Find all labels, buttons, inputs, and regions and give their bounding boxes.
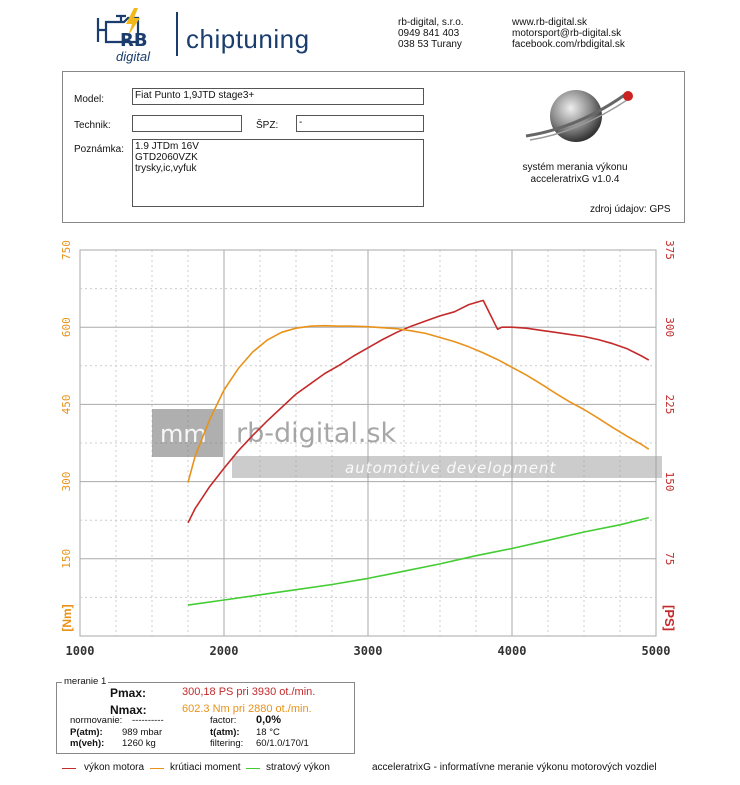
loss-power-curve: [188, 518, 649, 606]
logo-divider: [176, 12, 178, 56]
series: [188, 300, 649, 605]
company-address: 038 53 Turany: [398, 39, 462, 50]
technik-field[interactable]: [132, 115, 242, 132]
logo-brand-bottom: digital: [116, 49, 150, 64]
nmax-label: Nmax:: [110, 703, 147, 717]
spz-label: ŠPZ:: [256, 120, 279, 131]
left-tick-label: 750: [60, 240, 73, 260]
patm-label: P(atm):: [70, 727, 103, 738]
x-tick-label: 4000: [497, 644, 527, 658]
power-curve: [188, 300, 649, 522]
watermark-subtitle: automotive development: [345, 459, 557, 477]
watermark-icon: mm: [160, 420, 207, 448]
factor-value: 0,0%: [256, 714, 282, 726]
mveh-label: m(veh):: [70, 738, 105, 749]
note-field[interactable]: 1.9 JTDm 16V GTD2060VZK trysky,ic,vyfuk: [132, 139, 424, 207]
norm-value: ----------: [132, 715, 164, 726]
company-name: rb-digital, s.r.o.: [398, 17, 464, 28]
x-tick-label: 5000: [641, 644, 671, 658]
legend-loss: stratový výkon: [266, 762, 330, 773]
website-link[interactable]: www.rb-digital.sk: [512, 17, 588, 28]
left-axis-label: [Nm]: [60, 604, 74, 632]
tatm-value: 18 °C: [256, 727, 280, 738]
tatm-label: t(atm):: [210, 727, 240, 738]
right-tick-label: 300: [663, 317, 676, 338]
footer-note: acceleratrixG - informatívne meranie výkonu motorových vozdiel: [372, 762, 657, 773]
pmax-value: 300,18 PS pri 3930 ot./min.: [182, 686, 316, 698]
accelerometer-logo: [518, 82, 638, 152]
logo-brand-top: RB: [120, 30, 148, 51]
system-name: [510, 162, 640, 186]
system-line-2: acceleratrixG v1.0.4: [530, 174, 620, 185]
data-source: zdroj údajov: GPS: [590, 204, 671, 215]
x-tick-label: 2000: [209, 644, 239, 658]
patm-value: 989 mbar: [122, 727, 163, 738]
x-tick-label: 1000: [65, 644, 95, 658]
left-tick-label: 450: [60, 394, 73, 415]
web-info: [512, 17, 625, 50]
left-tick-label: 300: [60, 471, 73, 492]
watermark-title: rb-digital.sk: [236, 418, 397, 449]
model-label: Model:: [74, 94, 105, 105]
right-tick-label: 375: [663, 240, 676, 260]
x-tick-label: 3000: [353, 644, 383, 658]
right-tick-label: 75: [663, 552, 676, 566]
company-info: [398, 17, 464, 50]
email-link[interactable]: motorsport@rb-digital.sk: [512, 28, 622, 39]
factor-label: factor:: [210, 715, 237, 726]
legend-torque: krútiaci moment: [170, 762, 241, 773]
measurement-title: meranie 1: [64, 676, 107, 687]
system-line-1: systém merania výkonu: [522, 162, 628, 173]
technik-label: Technik:: [74, 120, 111, 131]
filter-label: filtering:: [210, 738, 244, 749]
right-tick-label: 150: [663, 471, 676, 492]
nmax-value: 602.3 Nm pri 2880 ot./min.: [182, 703, 312, 715]
legend-swatch-torque: [150, 768, 164, 769]
legend-power: výkon motora: [84, 762, 145, 773]
company-phone: 0949 841 403: [398, 28, 460, 39]
left-tick-label: 600: [60, 317, 73, 338]
model-field[interactable]: Fiat Punto 1,9JTD stage3+: [132, 88, 424, 105]
right-axis-label: [PS]: [662, 605, 677, 631]
mveh-value: 1260 kg: [122, 738, 156, 749]
norm-label: normovanie:: [70, 715, 123, 726]
left-tick-label: 150: [60, 548, 73, 569]
globe-icon: [518, 82, 638, 152]
filter-value: 60/1.0/170/1: [256, 738, 309, 749]
pmax-label: Pmax:: [110, 686, 147, 700]
legend-swatch-loss: [246, 768, 260, 769]
right-tick-label: 225: [663, 394, 676, 415]
legend-swatch-power: [62, 768, 76, 769]
note-label: Poznámka:: [74, 144, 125, 155]
logo-title: chiptuning: [186, 24, 310, 54]
facebook-link[interactable]: facebook.com/rbdigital.sk: [512, 39, 625, 50]
legend: [62, 762, 352, 776]
spz-field[interactable]: -: [296, 115, 424, 132]
dyno-chart: [0, 230, 740, 670]
